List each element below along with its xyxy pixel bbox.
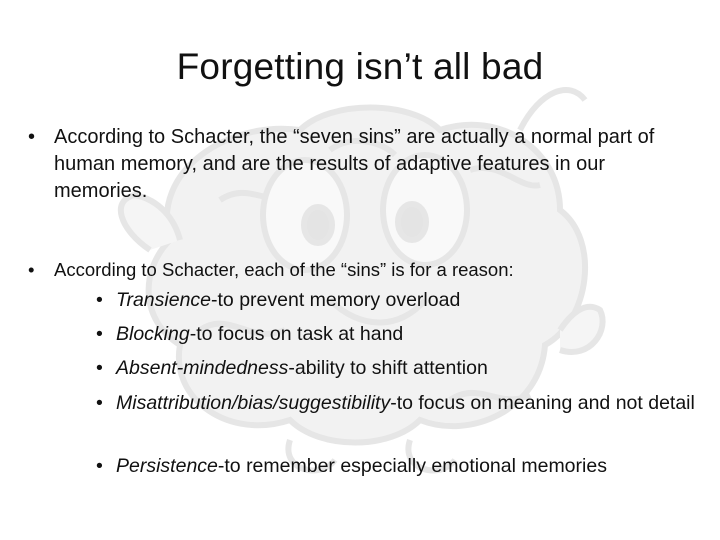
bullet-text: According to Schacter, the “seven sins” are actually a normal part of human memory, and are the results of adaptive features in our memories. [54, 126, 655, 202]
bullet-marker: • [96, 289, 103, 311]
sin-reason: -ability to shift attention [288, 357, 488, 379]
sub-bullet-item [96, 454, 696, 479]
sin-term: Persistence [116, 455, 218, 477]
bullet-item [28, 256, 688, 283]
slide-title: Forgetting isn’t all bad [176, 46, 544, 87]
bullet-marker: • [28, 259, 35, 280]
sub-bullet-item [96, 288, 696, 313]
bullet-marker: • [96, 392, 103, 414]
sub-bullet-item [96, 391, 696, 416]
sin-reason: -to focus on task at hand [189, 323, 404, 345]
sin-term: Transience [116, 289, 212, 311]
sin-reason: -to focus on meaning and not detail [390, 392, 695, 414]
bullet-marker: • [96, 455, 103, 477]
sin-term: Blocking [116, 323, 190, 345]
bullet-marker: • [96, 323, 103, 345]
sin-reason: -to prevent memory overload [211, 289, 461, 311]
bullet-marker: • [28, 126, 36, 148]
sin-term: Absent-mindedness [116, 357, 289, 379]
bullet-item [28, 124, 688, 205]
sin-term: Misattribution/bias/suggestibility [116, 392, 391, 414]
bullet-marker: • [96, 357, 103, 379]
sub-bullet-item [96, 356, 696, 381]
sin-reason: -to remember especially emotional memories [217, 455, 607, 477]
bullet-text: According to Schacter, each of the “sins” is for a reason: [54, 259, 514, 280]
sub-bullet-item [96, 322, 696, 347]
